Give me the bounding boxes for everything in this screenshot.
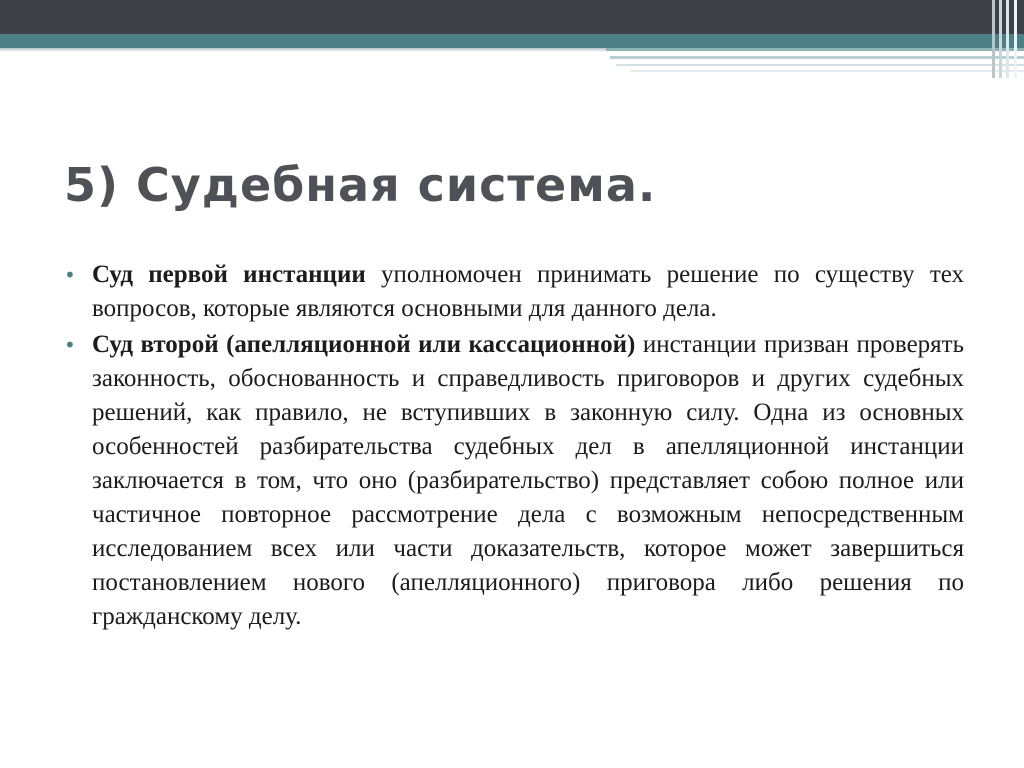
decor-line bbox=[610, 56, 1024, 59]
header-dark-bar bbox=[0, 0, 1024, 34]
bullet-item-first-instance bbox=[64, 258, 964, 326]
bullet-body-text: уполномочен принимать решение по существу тех вопросов, которые являются основными для данного дела. bbox=[92, 261, 965, 322]
bullet-bold-lead: Суд первой инстанции bbox=[92, 261, 366, 288]
slide-title: 5) Судебная система. bbox=[64, 158, 657, 212]
bullet-list bbox=[64, 258, 964, 636]
bullet-icon: • bbox=[64, 263, 76, 287]
bullet-icon: • bbox=[64, 333, 76, 357]
decor-line bbox=[1014, 0, 1017, 78]
decor-line bbox=[992, 0, 995, 78]
decor-line bbox=[606, 48, 1024, 51]
decorative-vertical-lines bbox=[990, 0, 1024, 78]
decor-line bbox=[999, 0, 1002, 78]
decor-line bbox=[630, 70, 1024, 72]
decor-line bbox=[616, 64, 1024, 66]
decorative-horizontal-lines bbox=[606, 44, 1024, 78]
bullet-bold-lead: Суд второй (апелляционной или кассационной) bbox=[92, 331, 636, 358]
header-band-shadow bbox=[0, 48, 610, 52]
decor-line bbox=[1006, 0, 1009, 78]
bullet-body-text: инстанции призван проверять законность, обоснованность и справедливость приговоров и других судебных решений, как правило, не вступивших в законную силу. Одна из основных особенностей разбирательства судебных дел в апелляционной инстанции заключается в том, что оно (разбирательство) представляет собою полное или частичное повторное рассмотрение дела с возможным непосредственным исследованием всех или части доказательств, которое может завершиться постановлением нового (апелляционного) приговора либо решения по гражданскому делу. bbox=[92, 331, 964, 630]
bullet-item-second-instance bbox=[64, 328, 964, 634]
